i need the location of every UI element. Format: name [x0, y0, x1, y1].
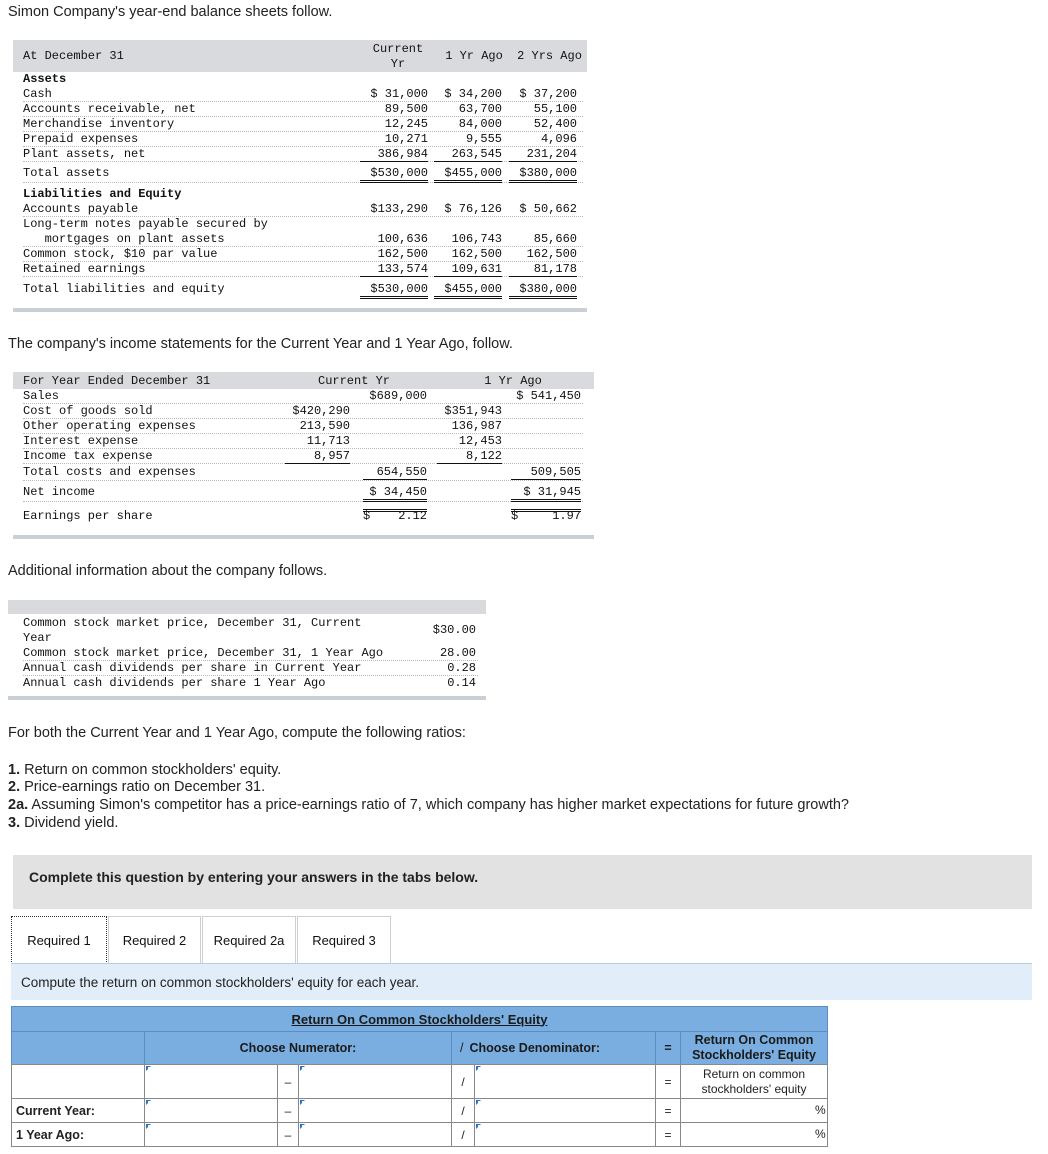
slash-cell: / [451, 1064, 475, 1099]
balance-sheet-bottom-rule [13, 308, 587, 312]
additional-value: $30.00 [432, 623, 476, 637]
additional-label: Common stock market price, December 31, Current [23, 616, 362, 630]
bs-header-col1b: Yr [390, 57, 406, 71]
bs-liab-heading: Liabilities and Equity [23, 187, 182, 201]
row-prior-year-label: 1 Year Ago: [16, 1128, 85, 1142]
table-row: Accounts payable $133,290 $ 76,126 $ 50,662 [23, 202, 583, 217]
slash-cell: / [451, 1122, 475, 1147]
percent-sign: % [815, 1127, 826, 1141]
additional-header [8, 600, 486, 614]
sales-row: Sales $689,000 $ 541,450 [23, 389, 581, 403]
bs-header-col3: 2 Yrs Ago [517, 49, 582, 63]
header-result: Return On Common Stockholders' Equity [680, 1031, 828, 1065]
header-equals: = [655, 1031, 681, 1065]
table-row: Annual cash dividends per share in Current Year 0.28 [23, 661, 476, 675]
row-label-cell [11, 1098, 145, 1123]
additional-intro: Additional information about the company follows. [8, 563, 328, 579]
table-row: Retained earnings 133,574 109,631 81,178 [23, 262, 583, 277]
prior-result-input[interactable] [684, 1125, 812, 1144]
table-row: Other operating expenses 213,590 136,987 [23, 419, 583, 434]
intro-text: Simon Company's year-end balance sheets follow. [8, 4, 333, 20]
prior-numerator-value-input[interactable] [302, 1125, 448, 1144]
equals-cell: = [655, 1064, 681, 1099]
income-bottom-rule [13, 535, 594, 539]
compute-intro: For both the Current Year and 1 Year Ago, compute the following ratios: [8, 725, 466, 741]
current-result-input[interactable] [684, 1101, 812, 1120]
table-row: Interest expense 11,713 12,453 [23, 434, 583, 449]
table-row: mortgages on plant assets 100,636 106,743 85,660 [23, 232, 583, 247]
net-income-row: Net income $ 34,450 $ 31,945 [23, 485, 583, 502]
table-row: Accounts receivable, net 89,500 63,700 55,100 [23, 102, 583, 117]
question-1: 1. Return on common stockholders' equity. [8, 762, 282, 778]
is-header-label: For Year Ended December 31 [23, 374, 211, 388]
tab-required-1[interactable]: Required 1 [11, 916, 107, 964]
answer-table-title-cell [11, 1006, 828, 1031]
table-row: Prepaid expenses 10,271 9,555 4,096 [23, 132, 583, 147]
table-row: Common stock market price, December 31, 1 Year Ago 28.00 [23, 646, 476, 660]
income-intro: The company's income statements for the Current Year and 1 Year Ago, follow. [8, 336, 513, 352]
denominator-select[interactable] [478, 1067, 652, 1096]
bs-header-label: At December 31 [23, 49, 124, 63]
tab-required-2[interactable]: Required 2 [108, 916, 201, 964]
total-liabilities-equity-row: Total liabilities and equity $530,000 $455,000 $380,000 [23, 282, 583, 300]
header-slash: / [460, 1041, 464, 1055]
row-label-cell [11, 1122, 145, 1147]
total-costs-row: Total costs and expenses 654,550 509,505 [23, 465, 581, 479]
bs-assets-heading: Assets [23, 72, 67, 86]
question-2a: 2a. Assuming Simon's competitor has a price-earnings ratio of 7, which company has higher market expectations for future growth? [8, 797, 849, 813]
instruction-panel [11, 963, 1032, 1000]
percent-sign: % [815, 1103, 826, 1117]
header-numerator: Choose Numerator: [144, 1031, 452, 1065]
question-3: 3. Dividend yield. [8, 815, 119, 831]
header-denominator-cell [451, 1031, 656, 1065]
result-label: Return on common stockholders' equity [680, 1064, 828, 1099]
table-row: Annual cash dividends per share 1 Year Ago 0.14 [23, 676, 476, 690]
header-blank-cell [11, 1031, 145, 1065]
tab-required-3[interactable]: Required 3 [297, 916, 391, 964]
header-denominator: Choose Denominator: [469, 1041, 601, 1055]
dash-cell: – [277, 1122, 299, 1147]
eps-row: Earnings per share $ 2.12 $ 1.97 [23, 509, 581, 523]
answer-table-title: Return On Common Stockholders' Equity [291, 1011, 548, 1027]
current-numerator-value-input[interactable] [302, 1101, 448, 1120]
instruction-text: Compute the return on common stockholders' equity for each year. [21, 975, 420, 990]
is-header-col1: Current Yr [318, 374, 391, 388]
current-denominator-input[interactable] [478, 1101, 652, 1120]
table-row: Cash $ 31,000 $ 34,200 $ 37,200 [23, 87, 583, 102]
prior-numerator-input[interactable] [148, 1125, 274, 1144]
instructions-banner [13, 855, 1032, 909]
equals-cell: = [655, 1122, 681, 1147]
current-numerator-input[interactable] [148, 1101, 274, 1120]
table-row: Cost of goods sold $420,290 $351,943 [23, 404, 583, 419]
numerator-value-input[interactable] [302, 1067, 448, 1096]
table-row: Plant assets, net 386,984 263,545 231,204 [23, 147, 583, 162]
bs-header-col2: 1 Yr Ago [445, 49, 503, 63]
is-header-col2: 1 Yr Ago [484, 374, 542, 388]
equals-cell: = [655, 1098, 681, 1123]
dash-cell: – [277, 1064, 299, 1099]
row-label-cell [11, 1064, 145, 1099]
dash-cell: – [277, 1098, 299, 1123]
additional-bottom-rule [8, 696, 486, 700]
banner-text: Complete this question by entering your answers in the tabs below. [29, 869, 479, 885]
slash-cell: / [451, 1098, 475, 1123]
prior-denominator-input[interactable] [478, 1125, 652, 1144]
table-row: Income tax expense 8,957 8,122 [23, 449, 583, 464]
numerator-select[interactable] [148, 1067, 274, 1096]
table-row: Merchandise inventory 12,245 84,000 52,400 [23, 117, 583, 132]
question-2: 2. Price-earnings ratio on December 31. [8, 779, 266, 795]
table-row: Common stock, $10 par value 162,500 162,500 162,500 [23, 247, 583, 262]
bs-header-col1: Current [372, 42, 424, 56]
tab-required-2a[interactable]: Required 2a [202, 916, 296, 964]
row-current-year-label: Current Year: [16, 1104, 95, 1118]
total-assets-row: Total assets $530,000 $455,000 $380,000 [23, 166, 583, 183]
lt-notes-label: Long-term notes payable secured by [23, 217, 268, 231]
additional-label: Year [23, 631, 52, 645]
